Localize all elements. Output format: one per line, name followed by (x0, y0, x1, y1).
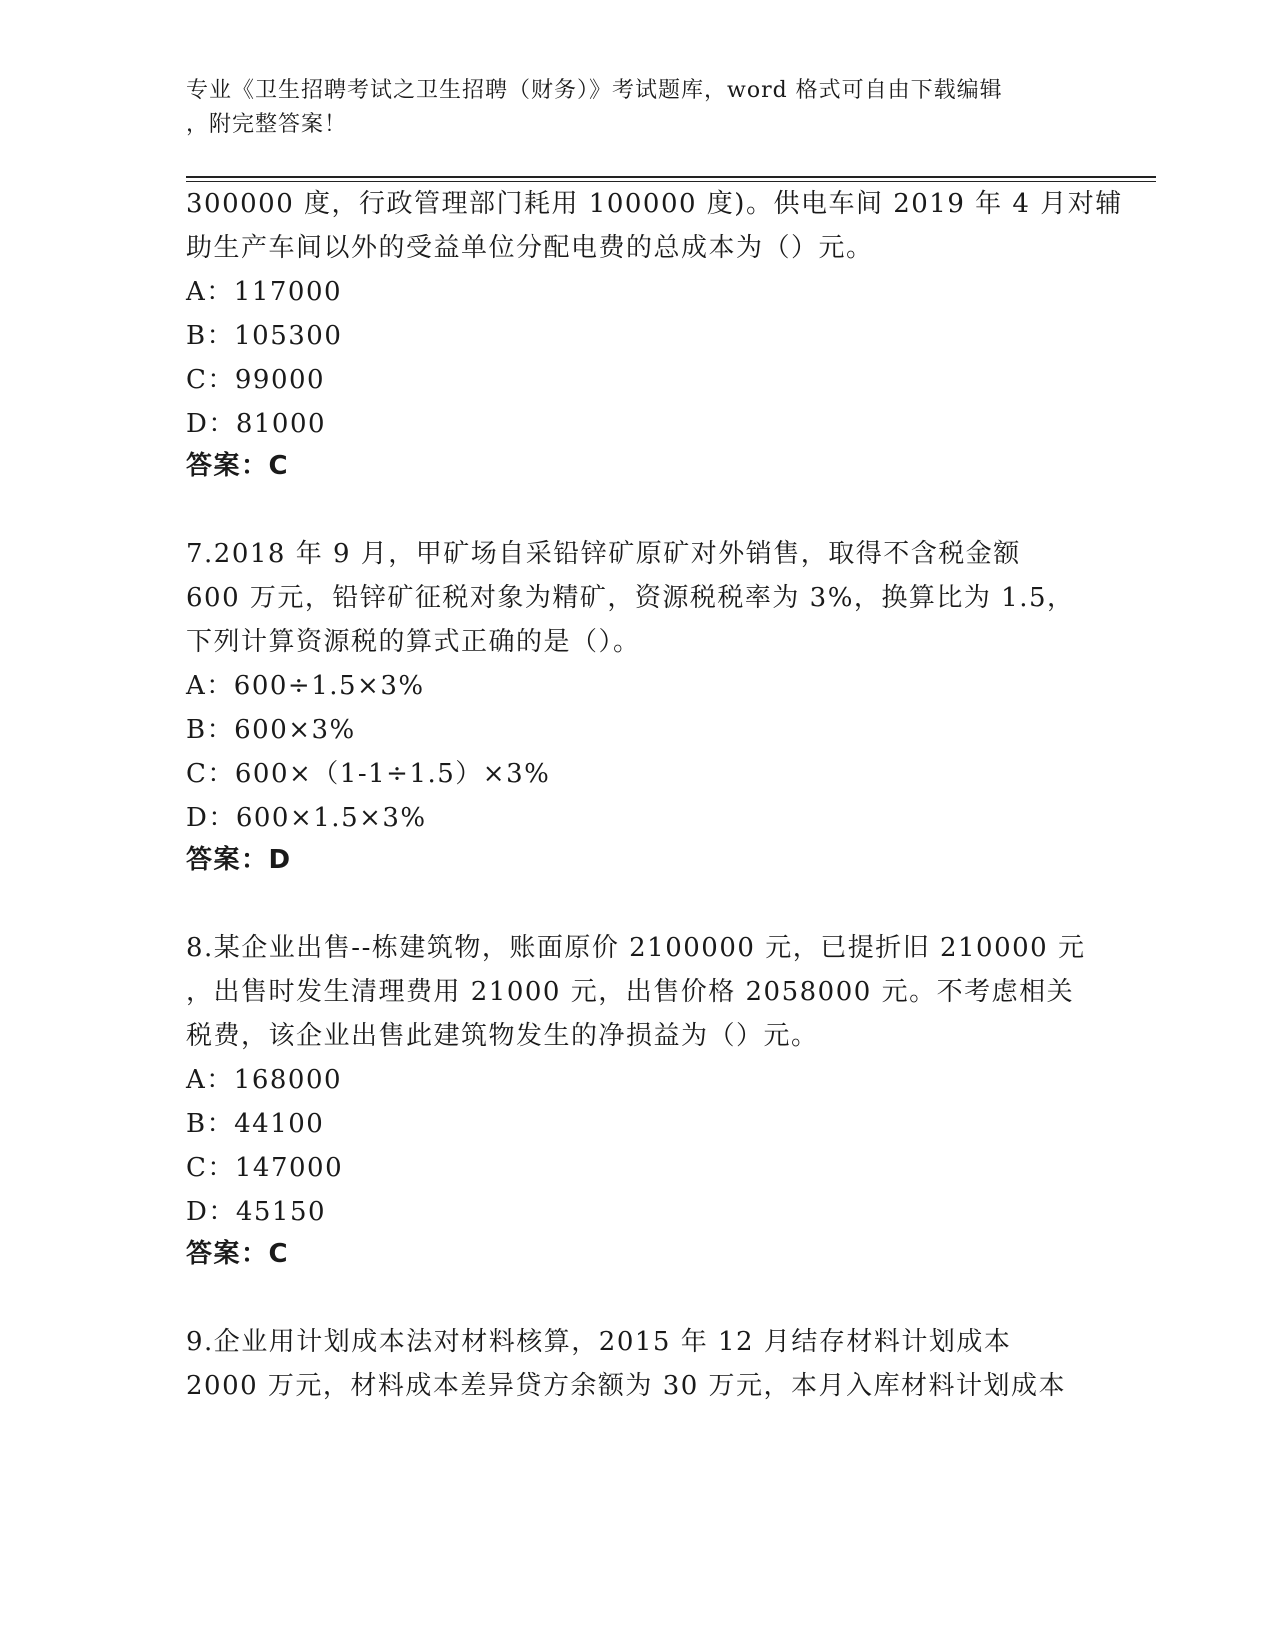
q7-stem-line-1: 7.2018 年 9 月，甲矿场自采铅锌矿原矿对外销售，取得不含税金额 (186, 539, 1021, 569)
q6-stem-line-2: 助生产车间以外的受益单位分配电费的总成本为（）元。 (186, 233, 874, 263)
q8-answer: 答案：C (186, 1239, 290, 1269)
q8-option-c: C：147000 (186, 1153, 344, 1183)
q9-stem-line-1: 9.企业用计划成本法对材料核算，2015 年 12 月结存材料计划成本 (186, 1327, 1012, 1357)
q8-stem-line-1: 8.某企业出售--栋建筑物，账面原价 2100000 元，已提折旧 210000 元 (186, 933, 1086, 963)
q8-option-b: B：44100 (186, 1109, 325, 1139)
header-line-1: 专业《卫生招聘考试之卫生招聘（财务）》考试题库，word 格式可自由下载编辑 (186, 78, 1003, 103)
q8-option-a: A：168000 (186, 1065, 343, 1095)
header-line-2: ，附完整答案！ (186, 112, 348, 137)
q6-option-c: C：99000 (186, 365, 326, 395)
q7-stem-line-2: 600 万元，铅锌矿征税对象为精矿，资源税税率为 3%，换算比为 1.5， (186, 583, 1075, 613)
q8-stem-line-3: 税费，该企业出售此建筑物发生的净损益为（）元。 (186, 1021, 819, 1051)
q8-stem-line-2: ，出售时发生清理费用 21000 元，出售价格 2058000 元。不考虑相关 (186, 977, 1075, 1007)
q6-option-a: A：117000 (186, 277, 343, 307)
header-divider-thick (186, 176, 1156, 178)
q6-stem-line-1: 300000 度，行政管理部门耗用 100000 度)。供电车间 2019 年 4 月对辅 (186, 189, 1123, 219)
q6-option-d: D：81000 (186, 409, 327, 439)
q7-option-a: A：600÷1.5×3% (186, 671, 425, 701)
q8-option-d: D：45150 (186, 1197, 327, 1227)
q9-stem-line-2: 2000 万元，材料成本差异贷方余额为 30 万元，本月入库材料计划成本 (186, 1371, 1067, 1401)
q7-option-b: B：600×3% (186, 715, 356, 745)
q7-option-d: D：600×1.5×3% (186, 803, 427, 833)
q7-answer: 答案：D (186, 845, 292, 875)
document-header (186, 74, 1086, 142)
header-divider-thin (186, 181, 1156, 182)
q6-option-b: B：105300 (186, 321, 343, 351)
q7-option-c: C：600×（1-1÷1.5）×3% (186, 759, 551, 789)
q6-answer: 答案：C (186, 451, 290, 481)
q7-stem-line-3: 下列计算资源税的算式正确的是（）。 (186, 627, 641, 657)
